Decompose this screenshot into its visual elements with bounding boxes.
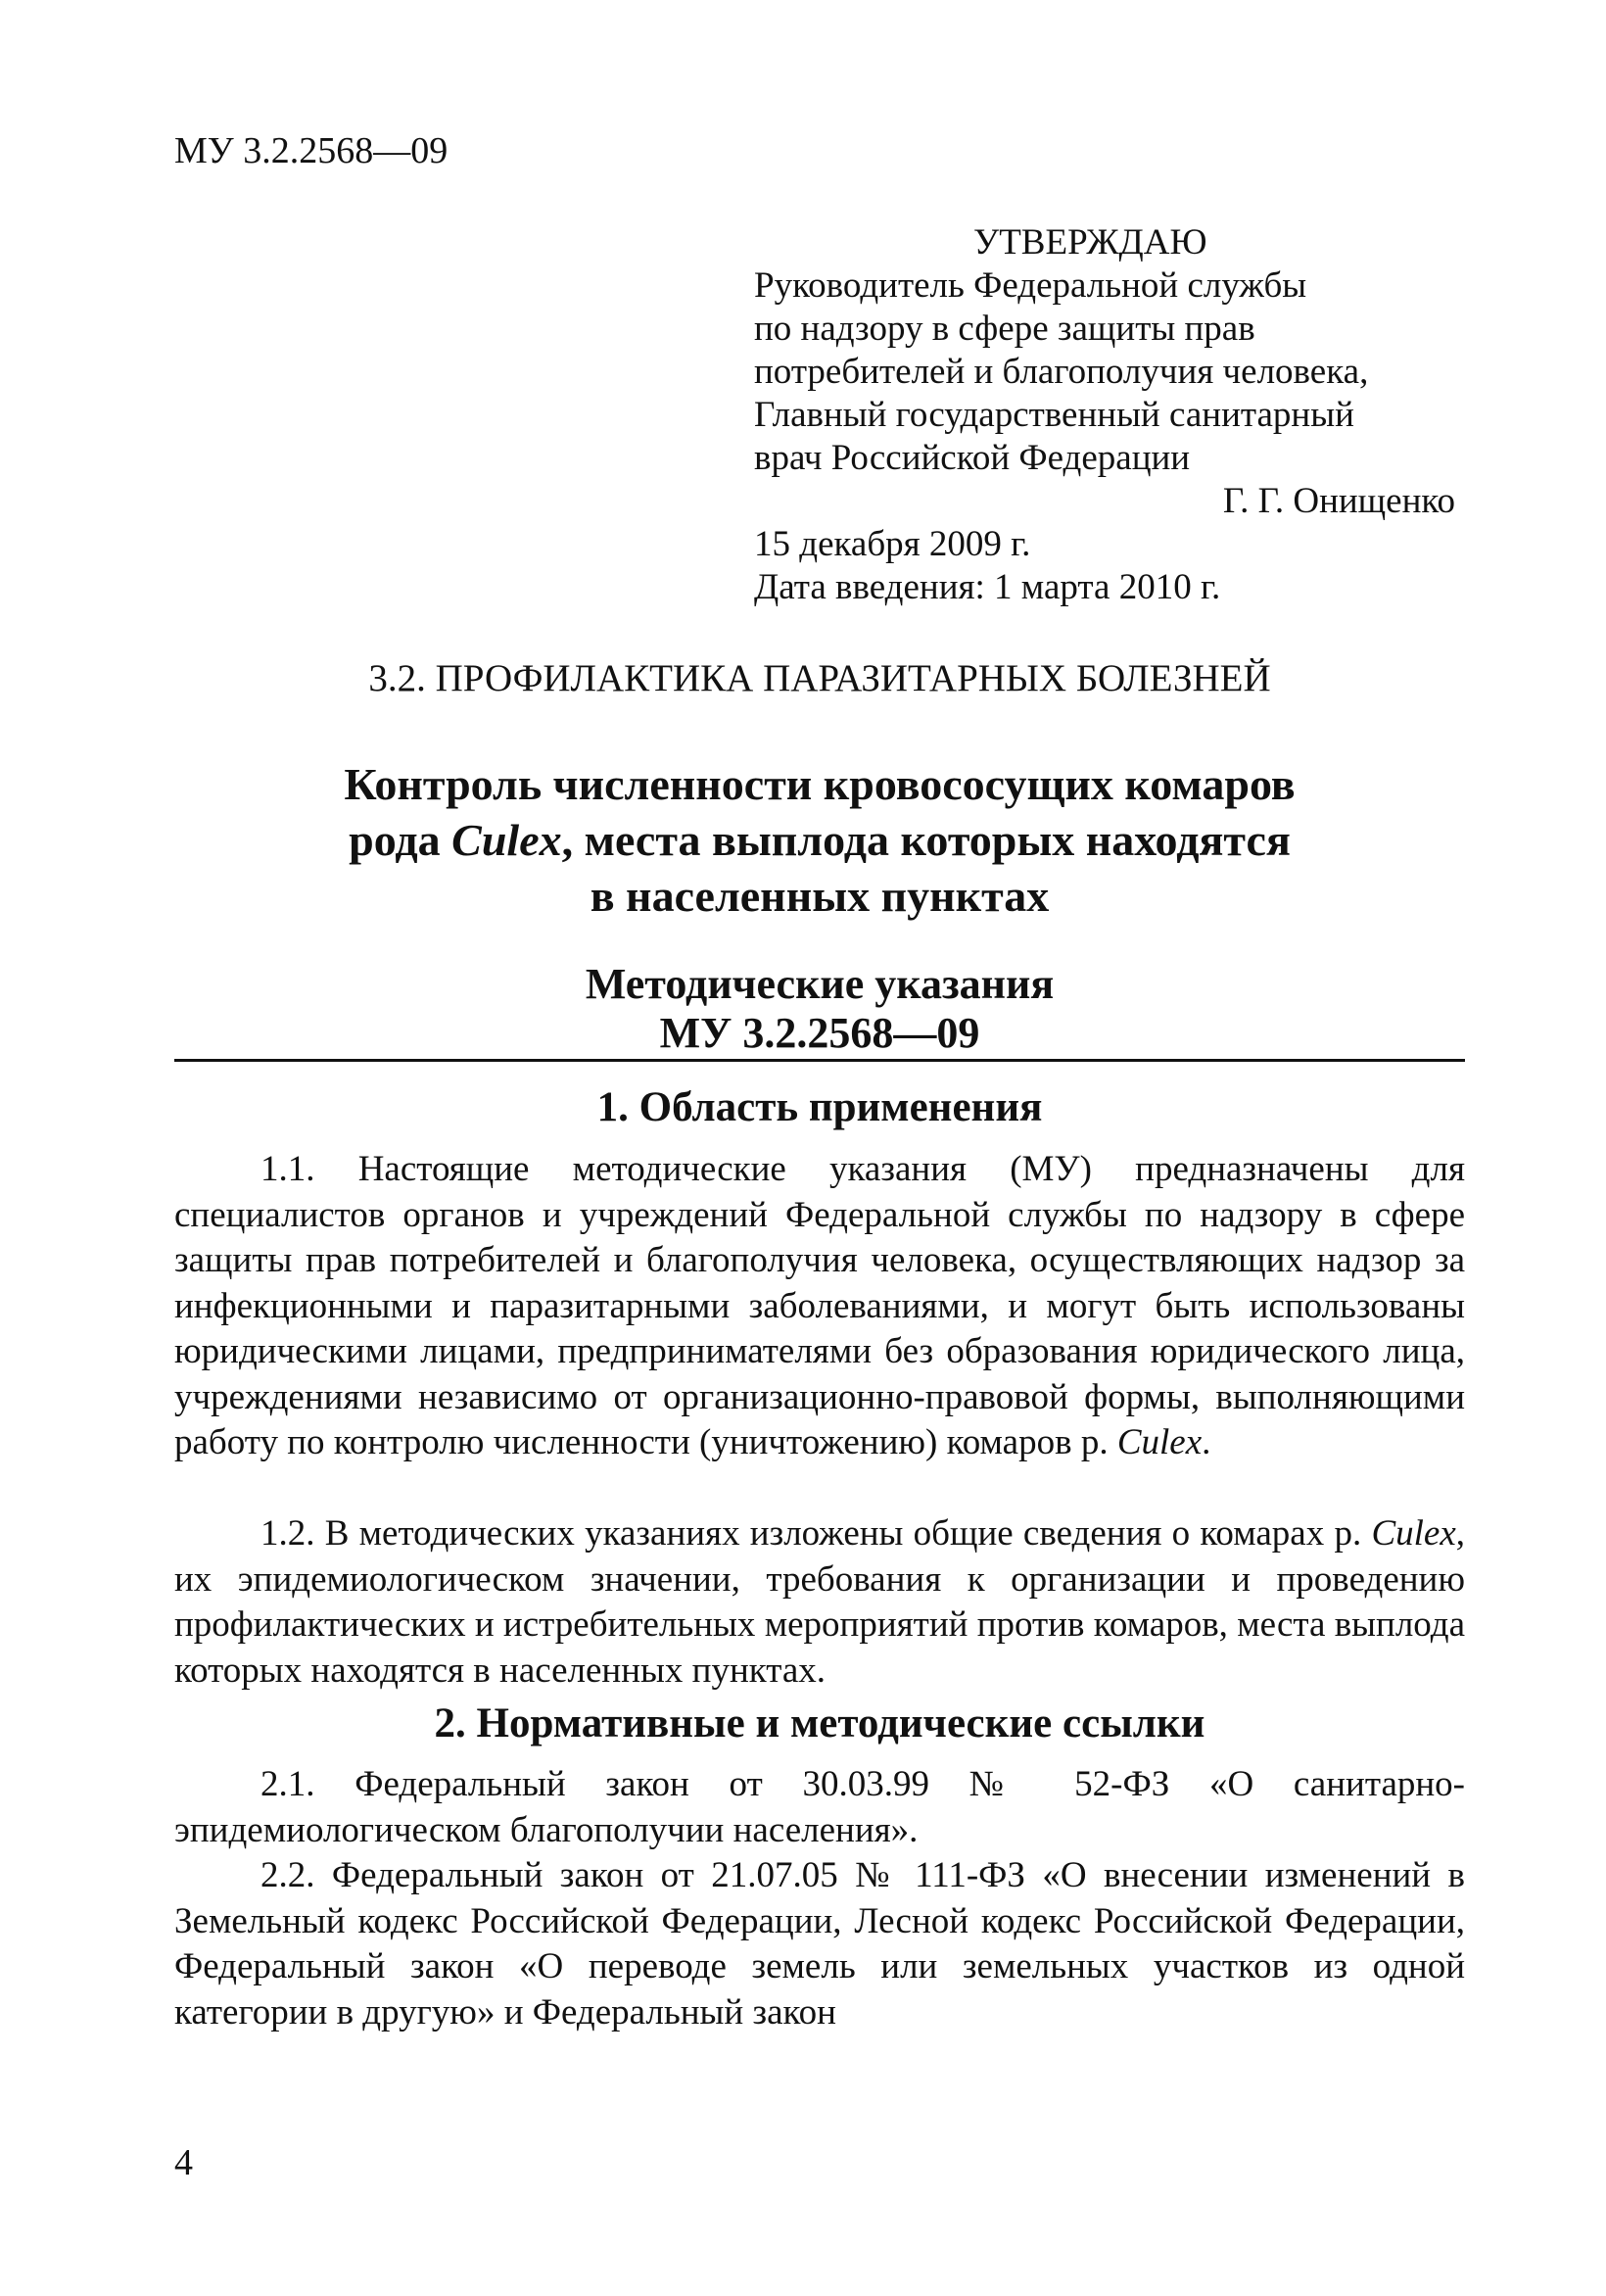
approval-block xyxy=(754,221,1459,609)
approval-title: УТВЕРЖДАЮ xyxy=(973,222,1207,263)
approval-line: потребителей и благополучия человека, xyxy=(754,352,1369,392)
document-code: МУ 3.2.2568—09 xyxy=(174,130,449,171)
subtitle-code: МУ 3.2.2568—09 xyxy=(659,1009,980,1057)
horizontal-rule xyxy=(174,1059,1465,1062)
section-heading: 3.2. ПРОФИЛАКТИКА ПАРАЗИТАРНЫХ БОЛЕЗНЕЙ xyxy=(368,657,1271,699)
document-subtitle xyxy=(174,960,1465,1058)
approval-line: Главный государственный санитарный xyxy=(754,395,1354,435)
section-2-heading: 2. Нормативные и методические ссылки xyxy=(434,1700,1205,1746)
subtitle-line: Методические указания xyxy=(585,960,1055,1008)
paragraph-1-2: 1.2. В методических указаниях изложены общие сведения о комарах р. Culex, их эпидемиологическом значении, требования к организации и проведению профилактических и истребительных мероприятий против комаров, места выплода которых находятся в населенных пунктах. xyxy=(174,1513,1465,1691)
title-line: рода Culex, места выплода которых находятся xyxy=(349,815,1291,865)
title-line: в населенных пунктах xyxy=(590,871,1050,921)
paragraph-2-1: 2.1. Федеральный закон от 30.03.99 № 52-ФЗ «О санитарно-эпидемиологическом благополучии населения». xyxy=(174,1764,1465,1850)
approval-line: врач Российской Федерации xyxy=(754,438,1191,478)
document-title xyxy=(174,756,1465,924)
approval-line: Руководитель Федеральной службы xyxy=(754,265,1307,306)
signatory-name: Г. Г. Онищенко xyxy=(1222,481,1455,521)
paragraph-2-2: 2.2. Федеральный закон от 21.07.05 № 111-ФЗ «О внесении изменений в Земельный кодекс Российской Федерации, Лесной кодекс Российской Федерации, Федеральный закон «О переводе земель или земельных участков из одной категории в другую» и Федеральный закон xyxy=(174,1855,1465,2033)
introduction-date: Дата введения: 1 марта 2010 г. xyxy=(754,567,1221,607)
section-1-heading: 1. Область применения xyxy=(596,1084,1043,1130)
page-number: 4 xyxy=(174,2142,193,2183)
approval-date: 15 декабря 2009 г. xyxy=(754,524,1031,564)
approval-line: по надзору в сфере защиты прав xyxy=(754,309,1255,349)
paragraph-1-1: 1.1. Настоящие методические указания (МУ) предназначены для специалистов органов и учреждений Федеральной службы по надзору в сфере защиты прав потребителей и благополучия человека, осуществляющих надзор за инфекционными и паразитарными заболеваниями, и могут быть использованы юридическими лицами, предпринимателями без образования юридического лица, учреждениями независимо от организационно-правовой формы, выполняющими работу по контролю численности (уничтожению) комаров р. Culex. xyxy=(174,1149,1465,1462)
title-line: Контроль численности кровососущих комаров xyxy=(344,759,1296,809)
